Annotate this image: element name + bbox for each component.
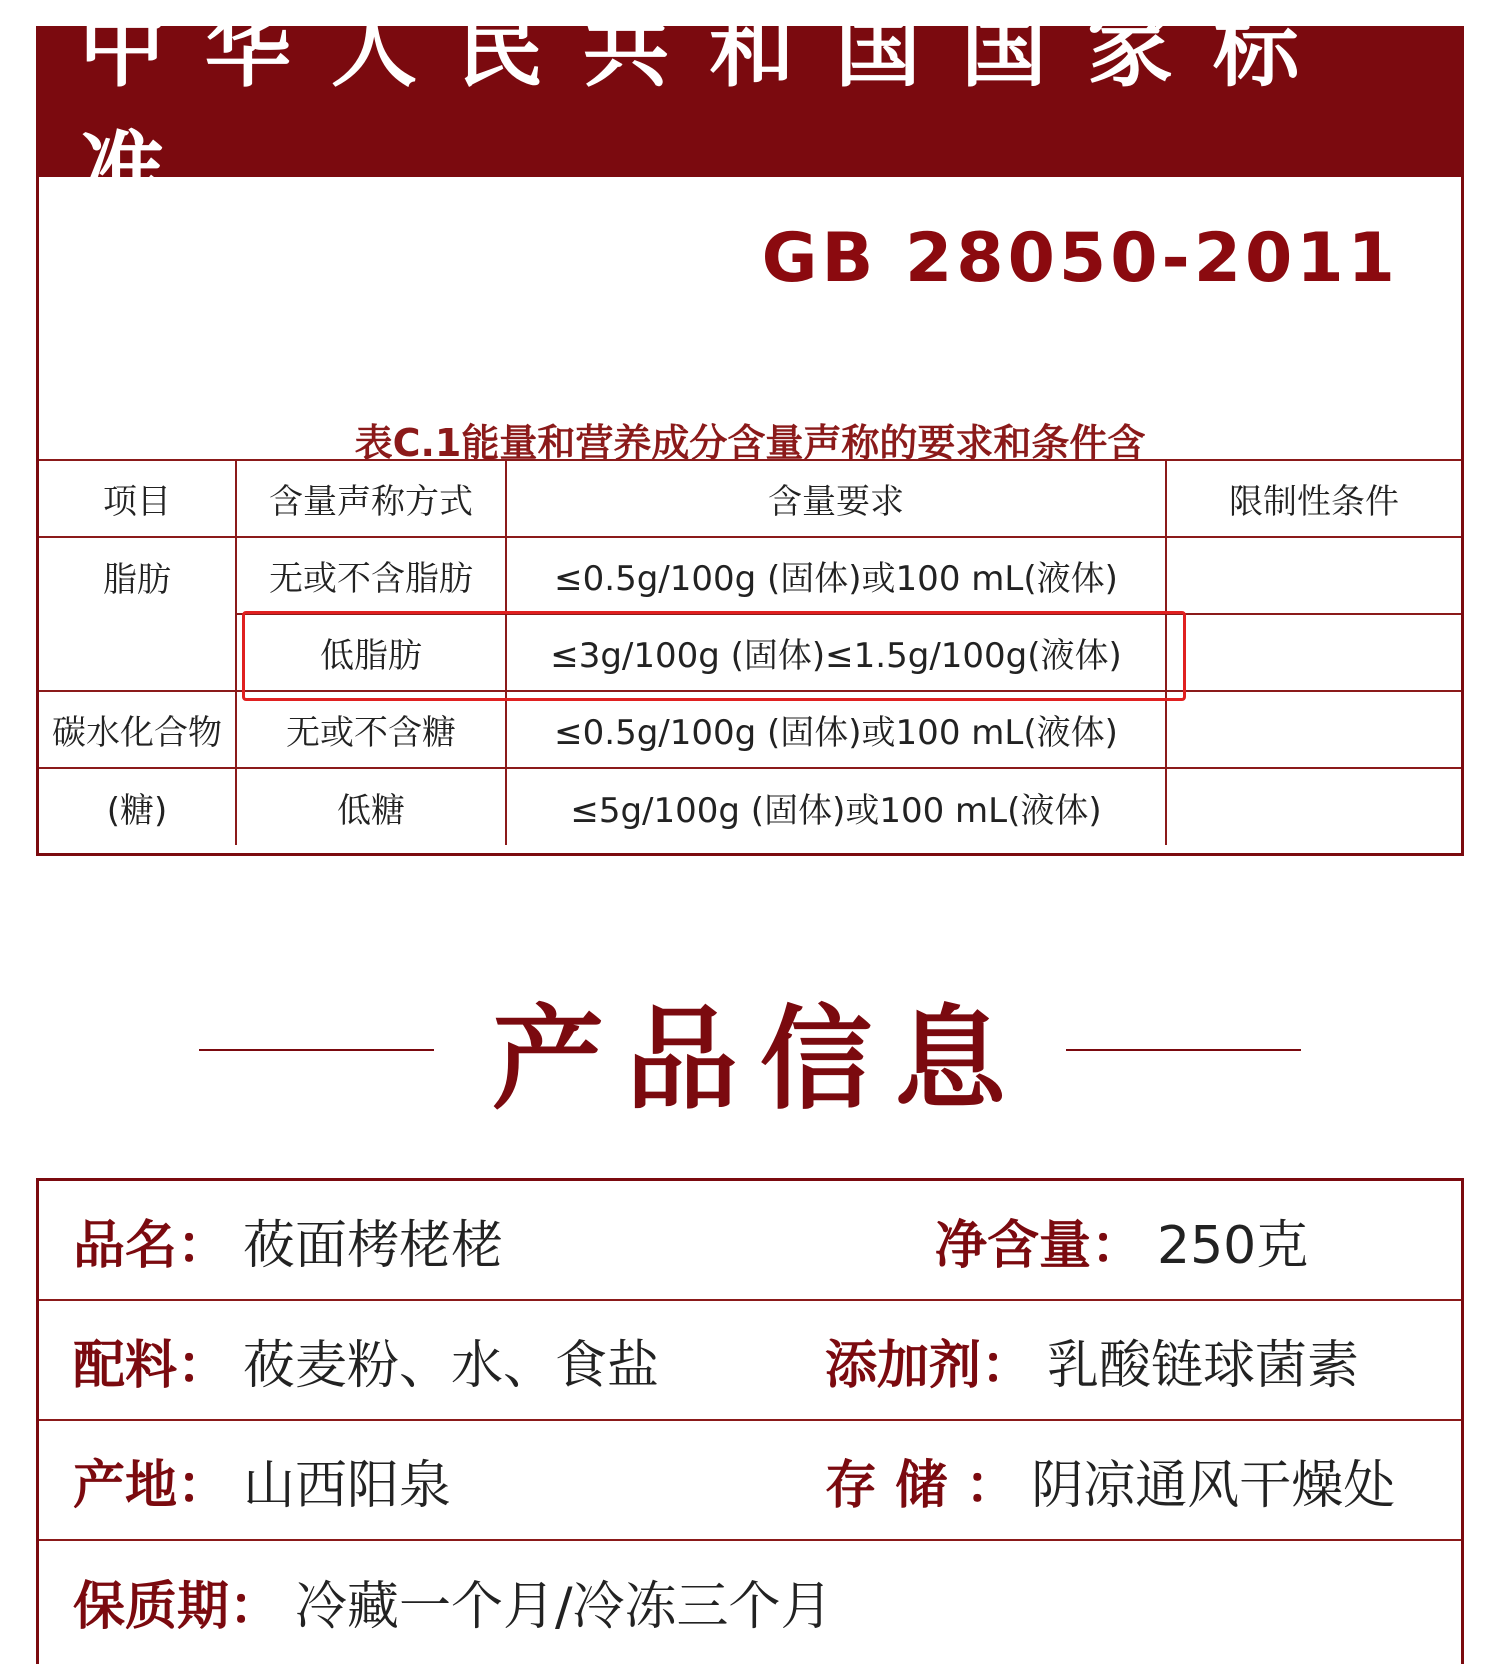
cell-requirement: ≤0.5g/100g (固体)或100 mL(液体)	[506, 537, 1166, 614]
additive-field	[825, 1301, 1359, 1419]
name-value: 莜面栲栳栳	[243, 1215, 504, 1276]
ingredients-field	[73, 1301, 659, 1419]
origin-value: 山西阳泉	[243, 1455, 452, 1516]
shelf-life-value: 冷藏一个月/冷冻三个月	[295, 1576, 833, 1637]
ingredients-label: 配料：	[73, 1335, 230, 1396]
cell-item	[39, 614, 236, 691]
net-weight-field	[935, 1181, 1308, 1299]
name-label: 品名：	[73, 1215, 230, 1276]
table-row	[39, 537, 1461, 614]
col-header-item: 项目	[39, 460, 236, 537]
storage-label: 存 储 ：	[825, 1455, 1018, 1516]
cell-claim: 低脂肪	[236, 614, 506, 691]
additive-label: 添加剂：	[825, 1335, 1034, 1396]
standard-panel	[36, 0, 1464, 856]
origin-field	[73, 1421, 451, 1539]
cell-condition	[1166, 537, 1461, 614]
highlight-box	[242, 611, 1186, 701]
table-header-row	[39, 460, 1461, 537]
table-caption: 表C.1能量和营养成分含量声称的要求和条件含	[354, 421, 1146, 465]
cell-requirement: ≤0.5g/100g (固体)或100 mL(液体)	[506, 691, 1166, 768]
cell-item: (糖)	[39, 768, 236, 845]
cell-condition	[1166, 768, 1461, 845]
divider-left	[199, 1049, 434, 1051]
product-info-panel	[36, 1178, 1464, 1664]
cell-requirement: ≤3g/100g (固体)≤1.5g/100g(液体)	[506, 614, 1166, 691]
info-row	[39, 1181, 1461, 1301]
cell-claim: 无或不含脂肪	[236, 537, 506, 614]
col-header-condition: 限制性条件	[1166, 460, 1461, 537]
cell-claim: 低糖	[236, 768, 506, 845]
cell-condition	[1166, 614, 1461, 691]
divider-right	[1066, 1049, 1301, 1051]
col-header-requirement: 含量要求	[506, 460, 1166, 537]
ingredients-value: 莜麦粉、水、食盐	[243, 1335, 660, 1396]
product-info-heading	[0, 985, 1500, 1125]
cell-item: 脂肪	[39, 537, 236, 614]
net-weight-value: 250克	[1157, 1215, 1309, 1276]
info-row	[39, 1421, 1461, 1541]
standard-code: GB 28050-2011	[761, 219, 1399, 298]
origin-label: 产地：	[73, 1455, 230, 1516]
info-row	[39, 1301, 1461, 1421]
net-weight-label: 净含量：	[935, 1215, 1144, 1276]
storage-field	[825, 1421, 1395, 1539]
name-field	[73, 1181, 503, 1299]
cell-requirement: ≤5g/100g (固体)或100 mL(液体)	[506, 768, 1166, 845]
cell-condition	[1166, 691, 1461, 768]
table-row	[39, 691, 1461, 768]
table-row	[39, 768, 1461, 845]
shelf-life-field	[73, 1541, 833, 1661]
standard-header: 中华人民共和国国家标准	[39, 29, 1461, 177]
info-row	[39, 1541, 1461, 1661]
cell-item: 碳水化合物	[39, 691, 236, 768]
additive-value: 乳酸链球菌素	[1047, 1335, 1360, 1396]
cell-claim: 无或不含糖	[236, 691, 506, 768]
storage-value: 阴凉通风干燥处	[1031, 1455, 1396, 1516]
col-header-claim: 含量声称方式	[236, 460, 506, 537]
shelf-life-label: 保质期：	[73, 1576, 282, 1637]
section-title: 产品信息	[492, 994, 1028, 1125]
